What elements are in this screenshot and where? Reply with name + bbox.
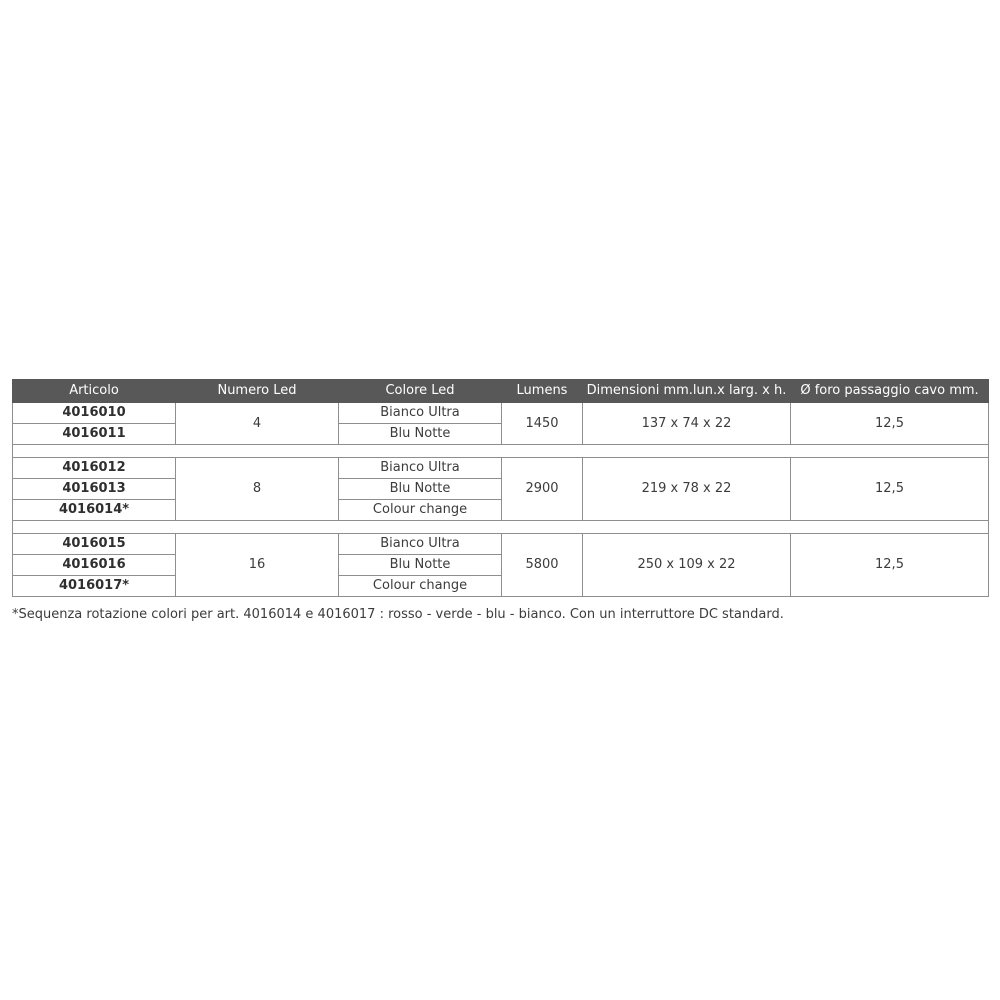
header-foro: Ø foro passaggio cavo mm. — [791, 380, 989, 403]
lumens-cell: 1450 — [502, 403, 583, 445]
article-code: 4016014* — [13, 500, 176, 521]
group-spacer-row — [13, 445, 989, 458]
colore-led-cell: Blu Notte — [339, 479, 502, 500]
article-code: 4016011 — [13, 424, 176, 445]
table-header-row — [13, 380, 989, 403]
article-code: 4016016 — [13, 555, 176, 576]
lumens-cell: 5800 — [502, 534, 583, 597]
table-row — [13, 534, 989, 555]
header-articolo: Articolo — [13, 380, 176, 403]
article-code: 4016013 — [13, 479, 176, 500]
table-row — [13, 403, 989, 424]
foro-cell: 12,5 — [791, 534, 989, 597]
dimensioni-cell: 219 x 78 x 22 — [583, 458, 791, 521]
header-lumens: Lumens — [502, 380, 583, 403]
header-colore-led: Colore Led — [339, 380, 502, 403]
article-code: 4016015 — [13, 534, 176, 555]
colore-led-cell: Colour change — [339, 576, 502, 597]
colore-led-cell: Blu Notte — [339, 555, 502, 576]
dimensioni-cell: 137 x 74 x 22 — [583, 403, 791, 445]
colore-led-cell: Bianco Ultra — [339, 458, 502, 479]
numero-led-cell: 4 — [176, 403, 339, 445]
colore-led-cell: Bianco Ultra — [339, 534, 502, 555]
colore-led-cell: Bianco Ultra — [339, 403, 502, 424]
lumens-cell: 2900 — [502, 458, 583, 521]
table-row — [13, 458, 989, 479]
colore-led-cell: Blu Notte — [339, 424, 502, 445]
colore-led-cell: Colour change — [339, 500, 502, 521]
dimensioni-cell: 250 x 109 x 22 — [583, 534, 791, 597]
numero-led-cell: 8 — [176, 458, 339, 521]
footnote-text: *Sequenza rotazione colori per art. 4016014 e 4016017 : rosso - verde - blu - bianco. Con un interruttore DC standard. — [12, 607, 784, 622]
article-code: 4016010 — [13, 403, 176, 424]
foro-cell: 12,5 — [791, 458, 989, 521]
article-code: 4016012 — [13, 458, 176, 479]
foro-cell: 12,5 — [791, 403, 989, 445]
group-spacer-row — [13, 521, 989, 534]
numero-led-cell: 16 — [176, 534, 339, 597]
header-dimensioni: Dimensioni mm.lun.x larg. x h. — [583, 380, 791, 403]
header-numero-led: Numero Led — [176, 380, 339, 403]
product-spec-table — [12, 379, 989, 597]
article-code: 4016017* — [13, 576, 176, 597]
